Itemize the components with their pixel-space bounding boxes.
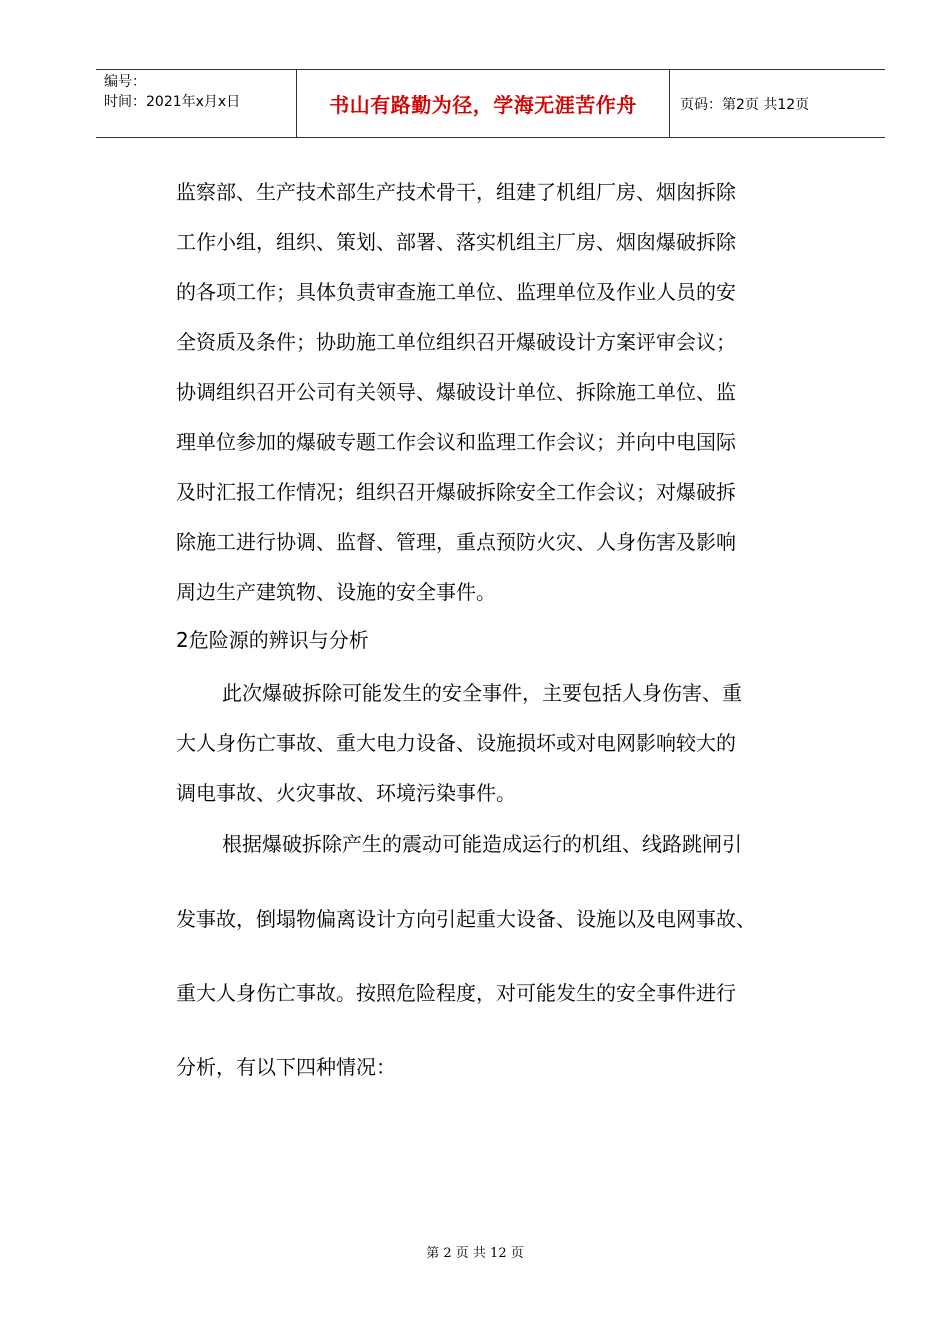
page-footer: 第 2 页 共 12 页 <box>426 1246 524 1261</box>
header-page-cell <box>670 70 885 137</box>
para1-line-2: 工作小组，组织、策划、部署、落实机组主厂房、烟囱爆破拆除 <box>176 230 736 254</box>
para1-line-6: 理单位参加的爆破专题工作会议和监理工作会议；并向中电国际 <box>176 430 736 454</box>
para1-line-3: 的各项工作；具体负责审查施工单位、监理单位及作业人员的安 <box>176 280 736 304</box>
para1-line-9: 周边生产建筑物、设施的安全事件。 <box>176 580 496 604</box>
time-label: 时间：2021年x月x日 <box>104 94 241 110</box>
para1-line-8: 除施工进行协调、监督、管理，重点预防火灾、人身伤害及影响 <box>176 530 736 554</box>
serial-number-label: 编号： <box>104 74 146 90</box>
para3-line-4: 分析，有以下四种情况： <box>176 1055 396 1079</box>
para1-line-1: 监察部、生产技术部生产技术骨干，组建了机组厂房、烟囱拆除 <box>176 180 736 204</box>
para3-line-3: 重大人身伤亡事故。按照危险程度，对可能发生的安全事件进行 <box>176 981 736 1005</box>
para3-line-2: 发事故，倒塌物偏离设计方向引起重大设备、设施以及电网事故、 <box>176 907 756 931</box>
para2-line-1: 此次爆破拆除可能发生的安全事件，主要包括人身伤害、重 <box>222 681 742 705</box>
para1-line-4: 全资质及条件；协助施工单位组织召开爆破设计方案评审会议； <box>176 330 736 354</box>
header-meta-cell <box>96 70 297 137</box>
para3-line-1: 根据爆破拆除产生的震动可能造成运行的机组、线路跳闸引 <box>222 832 742 856</box>
para2-line-3: 调电事故、火灾事故、环境污染事件。 <box>176 781 516 805</box>
header-page-info: 页码：第2页 共12页 <box>680 96 810 113</box>
para1-line-7: 及时汇报工作情况；组织召开爆破拆除安全工作会议；对爆破拆 <box>176 480 736 504</box>
header-motto: 书山有路勤为径，学海无涯苦作舟 <box>329 93 637 117</box>
para2-line-2: 大人身伤亡事故、重大电力设备、设施损坏或对电网影响较大的 <box>176 731 736 755</box>
header-motto-cell <box>297 70 670 137</box>
section-heading: 2危险源的辨识与分析 <box>176 628 369 652</box>
para1-line-5: 协调组织召开公司有关领导、爆破设计单位、拆除施工单位、监 <box>176 380 736 404</box>
page-header <box>96 69 885 138</box>
